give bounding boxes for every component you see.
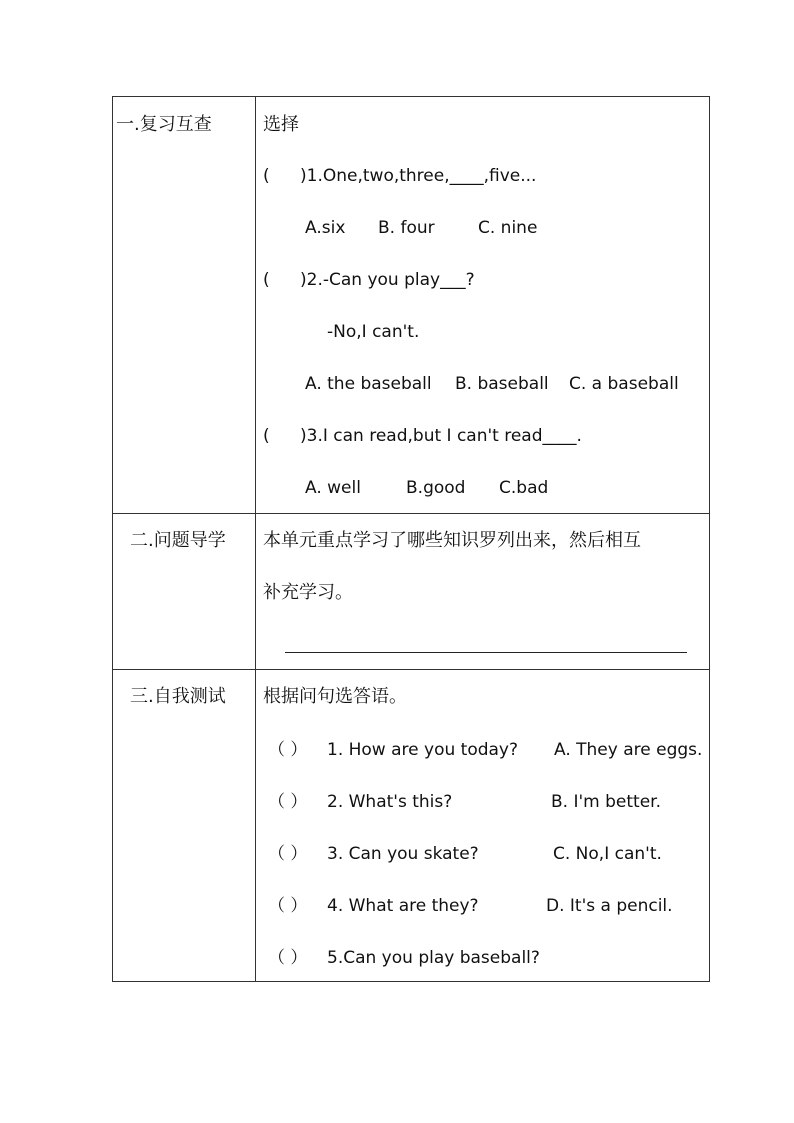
q1-option-a: A.six <box>305 218 346 238</box>
section1-label: 一.复习互查 <box>116 114 212 135</box>
section2-label: 二.问题导学 <box>130 530 226 551</box>
match-answer-d: D. It's a pencil. <box>546 896 673 916</box>
q1-text: )1.One,two,three,____,five... <box>300 166 537 186</box>
section3-heading: 根据问句选答语。 <box>263 686 407 707</box>
q2-paren: ( <box>263 270 270 290</box>
match-question-3: 3. Can you skate? <box>327 844 479 864</box>
match-paren-2: （ ） <box>268 792 308 812</box>
answer-blank-line <box>285 652 687 653</box>
q2-text: )2.-Can you play___? <box>300 270 475 290</box>
section1-heading: 选择 <box>263 114 299 135</box>
section2-line2: 补充学习。 <box>263 582 353 603</box>
match-answer-c: C. No,I can't. <box>553 844 662 864</box>
match-answer-a: A. They are eggs. <box>554 740 703 760</box>
section2-line1: 本单元重点学习了哪些知识罗列出来，然后相互 <box>263 530 641 551</box>
match-question-2: 2. What's this? <box>327 792 453 812</box>
match-question-1: 1. How are you today? <box>327 740 519 760</box>
match-paren-3: （ ） <box>268 844 308 864</box>
row-divider-1 <box>113 513 709 514</box>
match-paren-4: （ ） <box>268 896 308 916</box>
column-divider <box>255 97 256 981</box>
row-divider-2 <box>113 669 709 670</box>
q3-option-a: A. well <box>305 478 361 498</box>
q2-answer: -No,I can't. <box>327 322 420 342</box>
match-paren-1: （ ） <box>268 740 308 760</box>
q1-option-c: C. nine <box>478 218 538 238</box>
match-question-5: 5.Can you play baseball? <box>327 948 540 968</box>
q1-option-b: B. four <box>378 218 435 238</box>
section3-label: 三.自我测试 <box>130 686 226 707</box>
q3-text: )3.I can read,but I can't read____. <box>300 426 582 446</box>
q2-option-b: B. baseball <box>455 374 549 394</box>
q3-paren: ( <box>263 426 270 446</box>
q3-option-b: B.good <box>406 478 466 498</box>
q2-option-c: C. a baseball <box>569 374 679 394</box>
match-paren-5: （ ） <box>268 948 308 968</box>
q3-option-c: C.bad <box>499 478 549 498</box>
match-question-4: 4. What are they? <box>327 896 479 916</box>
match-answer-b: B. I'm better. <box>551 792 661 812</box>
q2-option-a: A. the baseball <box>305 374 432 394</box>
q1-paren: ( <box>263 166 270 186</box>
